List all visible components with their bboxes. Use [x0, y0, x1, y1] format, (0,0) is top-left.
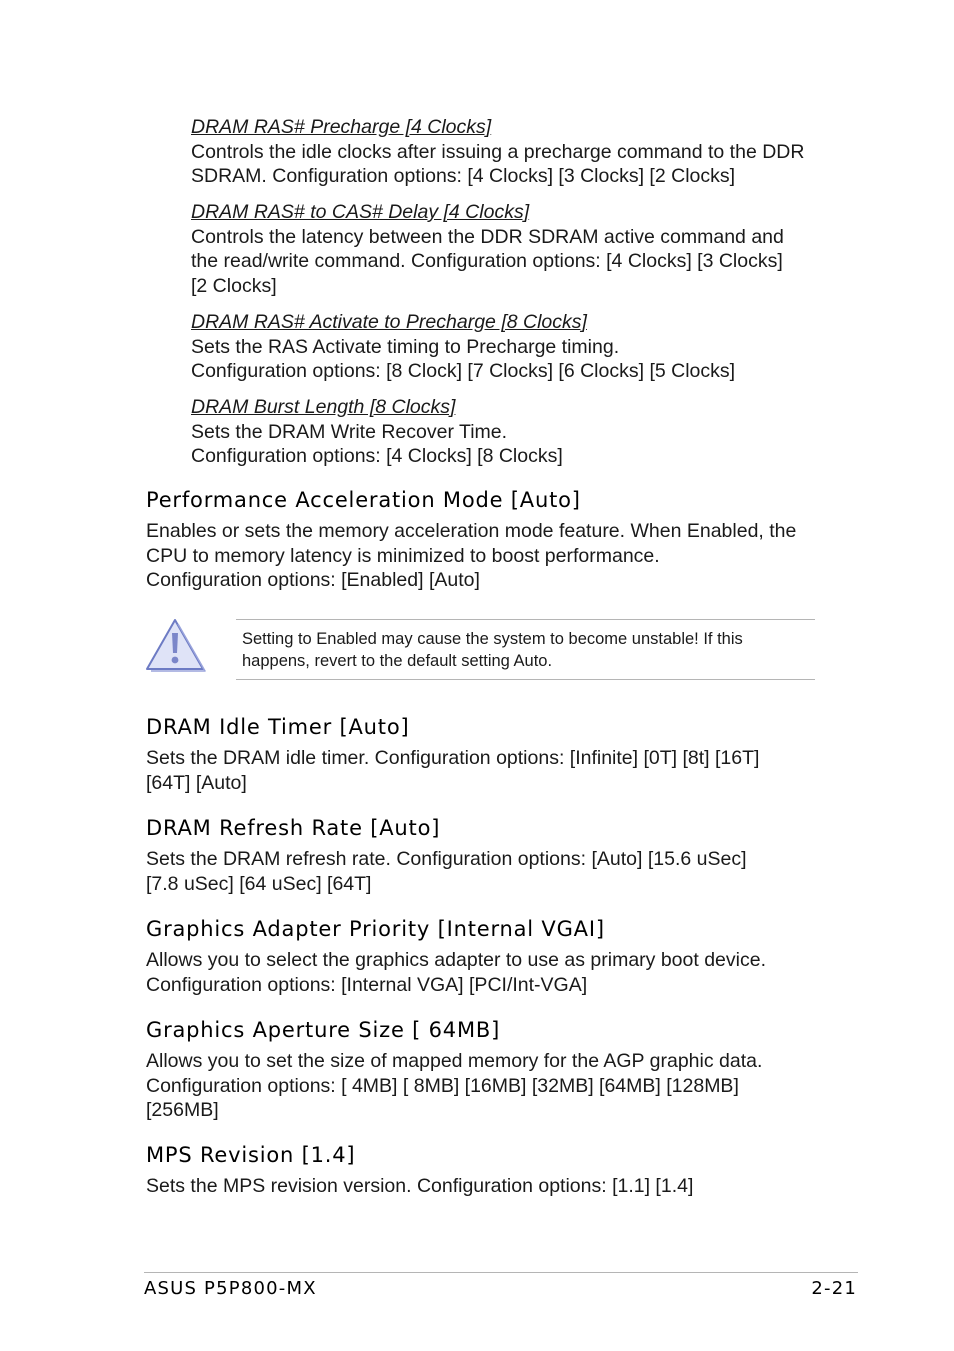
footer-page-number: 2-21 [811, 1278, 857, 1299]
section-text: Configuration options: [Enabled] [Auto] [146, 569, 480, 591]
section-text: Configuration options: [ 4MB] [ 8MB] [16MB] [32MB] [64MB] [128MB] [146, 1074, 739, 1097]
subitem-ras-precharge [191, 115, 831, 189]
subitem-title: DRAM Burst Length [8 Clocks] [191, 396, 456, 418]
section-text: Sets the DRAM refresh rate. Configuration options: [Auto] [15.6 uSec] [146, 848, 747, 870]
section-text: [7.8 uSec] [64 uSec] [64T] [146, 872, 372, 895]
subitem-text: the read/write command. Configuration options: [4 Clocks] [3 Clocks] [191, 250, 783, 272]
note-text: happens, revert to the default setting Auto. [242, 652, 553, 670]
section-dram-idle-timer [146, 714, 826, 795]
subitem-text: [2 Clocks] [191, 274, 277, 297]
subitem-text: Controls the idle clocks after issuing a precharge command to the DDR [191, 140, 805, 163]
section-text: Allows you to set the size of mapped memory for the AGP graphic data. [146, 1050, 763, 1072]
subitem-text: Configuration options: [4 Clocks] [8 Clocks] [191, 445, 563, 467]
note-box [236, 619, 815, 680]
subitem-ras-activate-to-precharge [191, 310, 831, 384]
section-title: DRAM Idle Timer [Auto] [146, 715, 410, 739]
section-title: Graphics Adapter Priority [Internal VGAI] [146, 917, 605, 941]
subitem-burst-length [191, 395, 831, 469]
section-title: MPS Revision [1.4] [146, 1143, 356, 1167]
section-title: DRAM Refresh Rate [Auto] [146, 816, 441, 840]
section-mps-revision [146, 1142, 826, 1199]
subitem-text: Configuration options: [8 Clock] [7 Clocks] [6 Clocks] [5 Clocks] [191, 360, 736, 382]
section-text: [256MB] [146, 1099, 219, 1121]
footer-product-name: ASUS P5P800-MX [144, 1278, 317, 1299]
section-dram-refresh-rate [146, 815, 826, 896]
subitem-ras-to-cas-delay [191, 200, 831, 298]
subitem-text: Sets the DRAM Write Recover Time. [191, 420, 508, 443]
section-text: Configuration options: [Internal VGA] [PCI/Int-VGA] [146, 973, 588, 996]
section-graphics-aperture-size [146, 1017, 826, 1123]
subitem-text: Sets the RAS Activate timing to Precharge timing. [191, 335, 620, 358]
warning-icon [145, 617, 207, 673]
subitem-title: DRAM RAS# Precharge [4 Clocks] [191, 116, 492, 138]
subitem-text: Controls the latency between the DDR SDRAM active command and [191, 225, 784, 248]
section-text: [64T] [Auto] [146, 771, 247, 794]
section-graphics-adapter-priority [146, 916, 826, 997]
section-text: CPU to memory latency is minimized to boost performance. [146, 544, 660, 567]
section-text: Allows you to select the graphics adapter to use as primary boot device. [146, 949, 766, 971]
note-text: Setting to Enabled may cause the system to become unstable! If this [242, 630, 743, 648]
subitem-text: SDRAM. Configuration options: [4 Clocks] [3 Clocks] [2 Clocks] [191, 165, 736, 187]
subitem-title: DRAM RAS# to CAS# Delay [4 Clocks] [191, 201, 530, 223]
section-text: Sets the MPS revision version. Configuration options: [1.1] [1.4] [146, 1175, 694, 1197]
section-text: Enables or sets the memory acceleration mode feature. When Enabled, the [146, 520, 797, 542]
section-text: Sets the DRAM idle timer. Configuration options: [Infinite] [0T] [8t] [16T] [146, 747, 760, 769]
subitem-title: DRAM RAS# Activate to Precharge [8 Clocks] [191, 311, 587, 333]
section-performance-acceleration [146, 487, 826, 593]
footer-divider [144, 1272, 858, 1273]
section-title: Performance Acceleration Mode [Auto] [146, 488, 581, 512]
section-title: Graphics Aperture Size [ 64MB] [146, 1018, 501, 1042]
